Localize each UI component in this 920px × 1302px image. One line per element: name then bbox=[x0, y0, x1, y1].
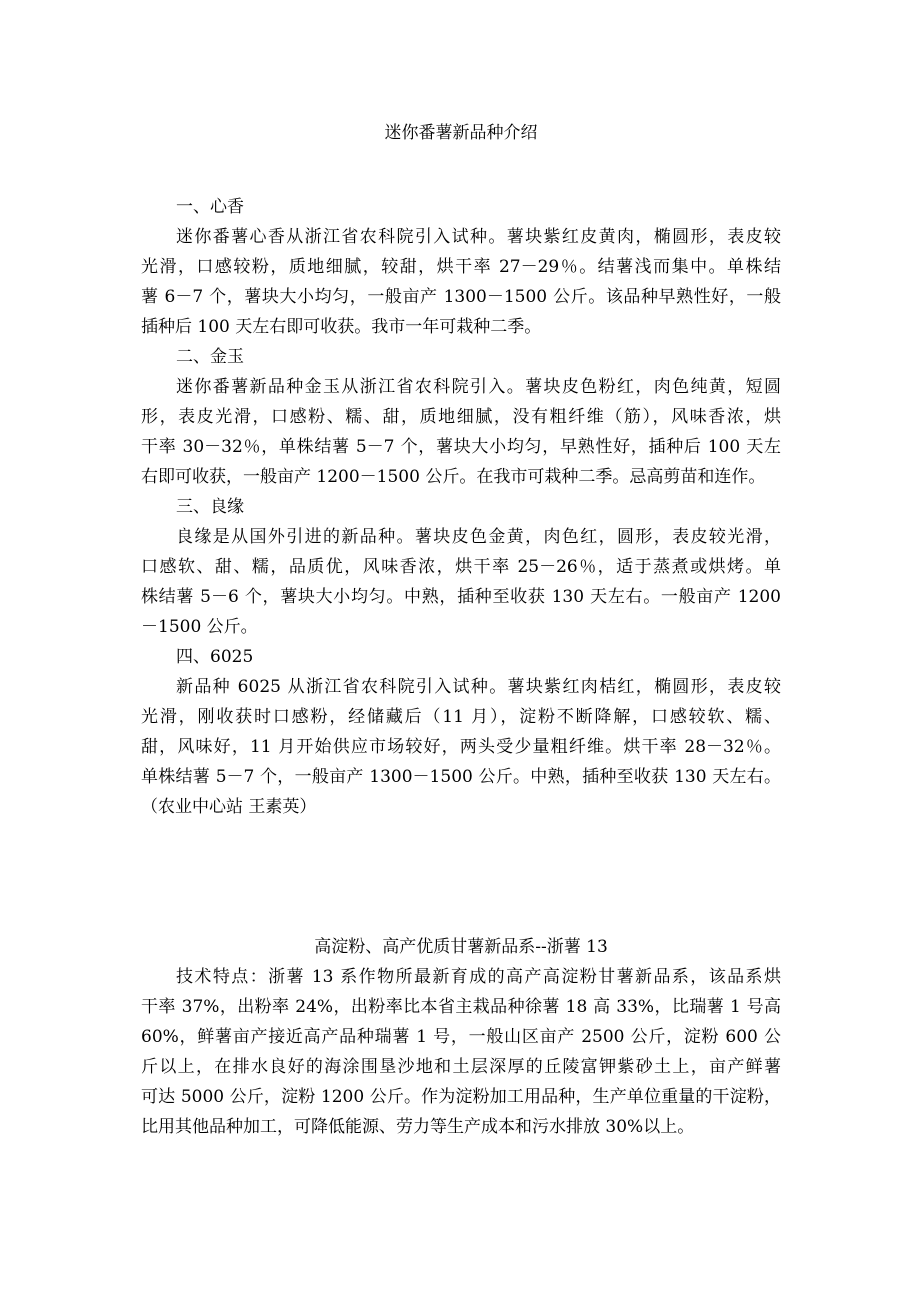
body-line: 光滑，口感较粉，质地细腻，较甜，烘干率 27－29％。结薯浅而集中。单株结 bbox=[141, 257, 781, 277]
body-line: 株结薯 5－6 个，薯块大小均匀。中熟，插种至收获 130 天左右。一般亩产 1200 bbox=[141, 587, 781, 607]
body-line: 迷你番薯新品种金玉从浙江省农科院引入。薯块皮色粉红，肉色纯黄，短圆 bbox=[176, 377, 781, 397]
body-line: 单株结薯 5－7 个，一般亩产 1300－1500 公斤。中熟，插种至收获 130 天左右。 bbox=[141, 767, 781, 787]
section-body-xinxiang bbox=[141, 222, 781, 342]
body-line: 光滑，刚收获时口感粉，经储藏后（11 月），淀粉不断降解，口感较软、糯、 bbox=[141, 707, 781, 727]
body-line: 口感软、甜、糯，品质优，风味香浓，烘干率 25－26％，适于蒸煮或烘烤。单 bbox=[141, 557, 781, 577]
body-line: 可达 5000 公斤，淀粉 1200 公斤。作为淀粉加工用品种，生产单位重量的干淀粉， bbox=[141, 1087, 781, 1107]
body-line: 薯 6－7 个，薯块大小均匀，一般亩产 1300－1500 公斤。该品种早熟性好，一般 bbox=[141, 287, 781, 307]
body-line: 干率 37%，出粉率 24%，出粉率比本省主栽品种徐薯 18 高 33%，比瑞薯 1 号高 bbox=[141, 997, 781, 1017]
section-heading-jinyu: 二、金玉 bbox=[176, 347, 244, 367]
article-body bbox=[141, 962, 781, 1142]
section-heading-xinxiang: 一、心香 bbox=[176, 197, 244, 217]
body-line: 技术特点：浙薯 13 系作物所最新育成的高产高淀粉甘薯新品系，该品系烘 bbox=[176, 967, 781, 987]
body-line: 60%，鲜薯亩产接近高产品种瑞薯 1 号，一般山区亩产 2500 公斤，淀粉 600 公 bbox=[141, 1027, 781, 1047]
body-line: 新品种 6025 从浙江省农科院引入试种。薯块紫红肉桔红，椭圆形，表皮较 bbox=[176, 677, 781, 697]
section-heading-liangyuan: 三、良缘 bbox=[176, 497, 244, 517]
section-body-6025 bbox=[141, 672, 781, 822]
article-title: 高淀粉、高产优质甘薯新品系--浙薯 13 bbox=[314, 937, 608, 957]
body-line: 干率 30－32％，单株结薯 5－7 个，薯块大小均匀，早熟性好，插种后 100 天左 bbox=[141, 437, 781, 457]
article-zheshu-13 bbox=[141, 936, 781, 1142]
section-heading-6025: 四、6025 bbox=[176, 647, 254, 667]
body-line: 迷你番薯心香从浙江省农科院引入试种。薯块紫红皮黄肉，椭圆形，表皮较 bbox=[176, 227, 781, 247]
body-line: 良缘是从国外引进的新品种。薯块皮色金黄，肉色红，圆形，表皮较光滑， bbox=[176, 527, 781, 547]
body-line: －1500 公斤。 bbox=[141, 617, 258, 637]
body-line: 甜，风味好，11 月开始供应市场较好，两头受少量粗纤维。烘干率 28－32％。 bbox=[141, 737, 781, 757]
author-credit: （农业中心站 王素英） bbox=[141, 797, 317, 817]
body-line: 比用其他品种加工，可降低能源、劳力等生产成本和污水排放 30%以上。 bbox=[141, 1117, 695, 1137]
article-title: 迷你番薯新品种介绍 bbox=[384, 123, 538, 143]
body-line: 形，表皮光滑，口感粉、糯、甜，质地细腻，没有粗纤维（筋），风味香浓，烘 bbox=[141, 407, 781, 427]
body-line: 右即可收获，一般亩产 1200－1500 公斤。在我市可栽种二季。忌高剪苗和连作。 bbox=[141, 467, 766, 487]
section-body-liangyuan bbox=[141, 522, 781, 642]
body-line: 斤以上，在排水良好的海涂围垦沙地和土层深厚的丘陵富钾紫砂土上，亩产鲜薯 bbox=[141, 1057, 781, 1077]
article-mini-sweet-potato bbox=[141, 122, 781, 822]
body-line: 插种后 100 天左右即可收获。我市一年可栽种二季。 bbox=[141, 317, 542, 337]
section-body-jinyu bbox=[141, 372, 781, 492]
